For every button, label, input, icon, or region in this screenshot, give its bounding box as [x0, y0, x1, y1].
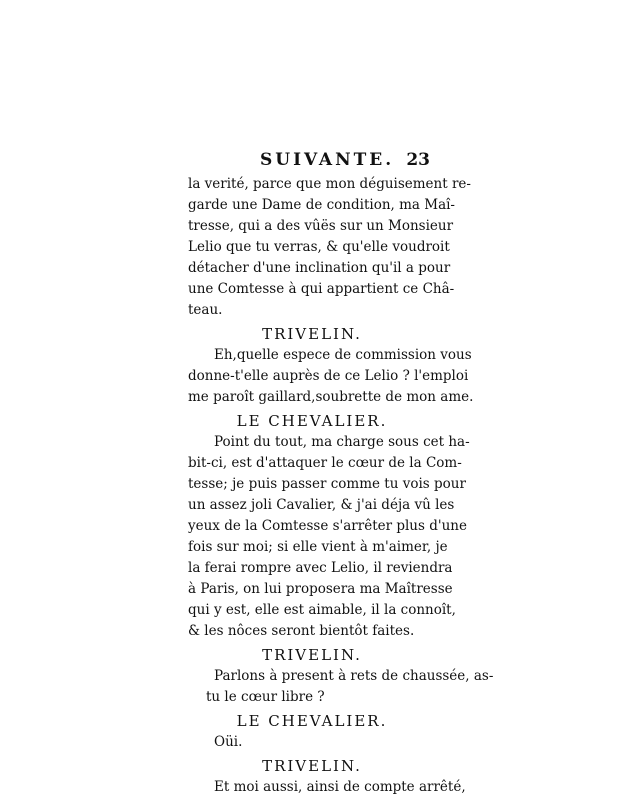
text-line: & les nôces seront bientôt faites.	[188, 623, 415, 639]
text-line: un assez joli Cavalier, & j'ai déja vû les	[188, 497, 455, 513]
text-line: à Paris, on lui proposera ma Maîtresse	[188, 581, 453, 597]
speaker-heading: LE CHEVALIER.	[236, 412, 388, 430]
text-line: garde une Dame de condition, ma Maî-	[188, 197, 455, 213]
text-line: fois sur moi; si elle vient à m'aimer, je	[188, 539, 448, 555]
text-line: Oüi.	[214, 734, 243, 750]
speaker-heading: TRIVELIN.	[262, 757, 362, 775]
text-line: la verité, parce que mon déguisement re-	[188, 176, 471, 192]
text-line: détacher d'une inclination qu'il a pour	[188, 260, 451, 276]
text-line: Point du tout, ma charge sous cet ha-	[214, 434, 470, 450]
page-number: 23	[406, 150, 430, 170]
text-line: une Comtesse à qui appartient ce Châ-	[188, 281, 455, 297]
text-line: Et moi aussi, ainsi de compte arrêté,	[214, 779, 466, 795]
text-line: teau.	[188, 302, 223, 318]
speaker-heading: LE CHEVALIER.	[236, 712, 388, 730]
page-body	[188, 174, 494, 798]
text-line: bit-ci, est d'attaquer le cœur de la Com-	[188, 455, 462, 471]
speaker-heading: TRIVELIN.	[262, 646, 362, 664]
text-line: tesse; je puis passer comme tu vois pour	[188, 476, 466, 492]
text-line: Lelio que tu verras, & qu'elle voudroit	[188, 239, 450, 255]
text-line: la ferai rompre avec Lelio, il reviendra	[188, 560, 453, 576]
speaker-heading: TRIVELIN.	[262, 325, 362, 343]
text-line: me paroît gaillard,soubrette de mon ame.	[188, 389, 474, 405]
text-line: tu le cœur libre ?	[206, 689, 325, 705]
text-line: qui y est, elle est aimable, il la connoît,	[188, 602, 456, 618]
text-line: yeux de la Comtesse s'arrêter plus d'une	[188, 518, 467, 534]
running-head: SUIVANTE.	[260, 150, 395, 170]
text-line: Parlons à present à rets de chaussée, as-	[214, 668, 494, 684]
text-line: donne-t'elle auprès de ce Lelio ? l'emploi	[188, 368, 469, 384]
text-line: Eh,quelle espece de commission vous	[214, 347, 472, 363]
text-line: tresse, qui a des vûës sur un Monsieur	[188, 218, 454, 234]
